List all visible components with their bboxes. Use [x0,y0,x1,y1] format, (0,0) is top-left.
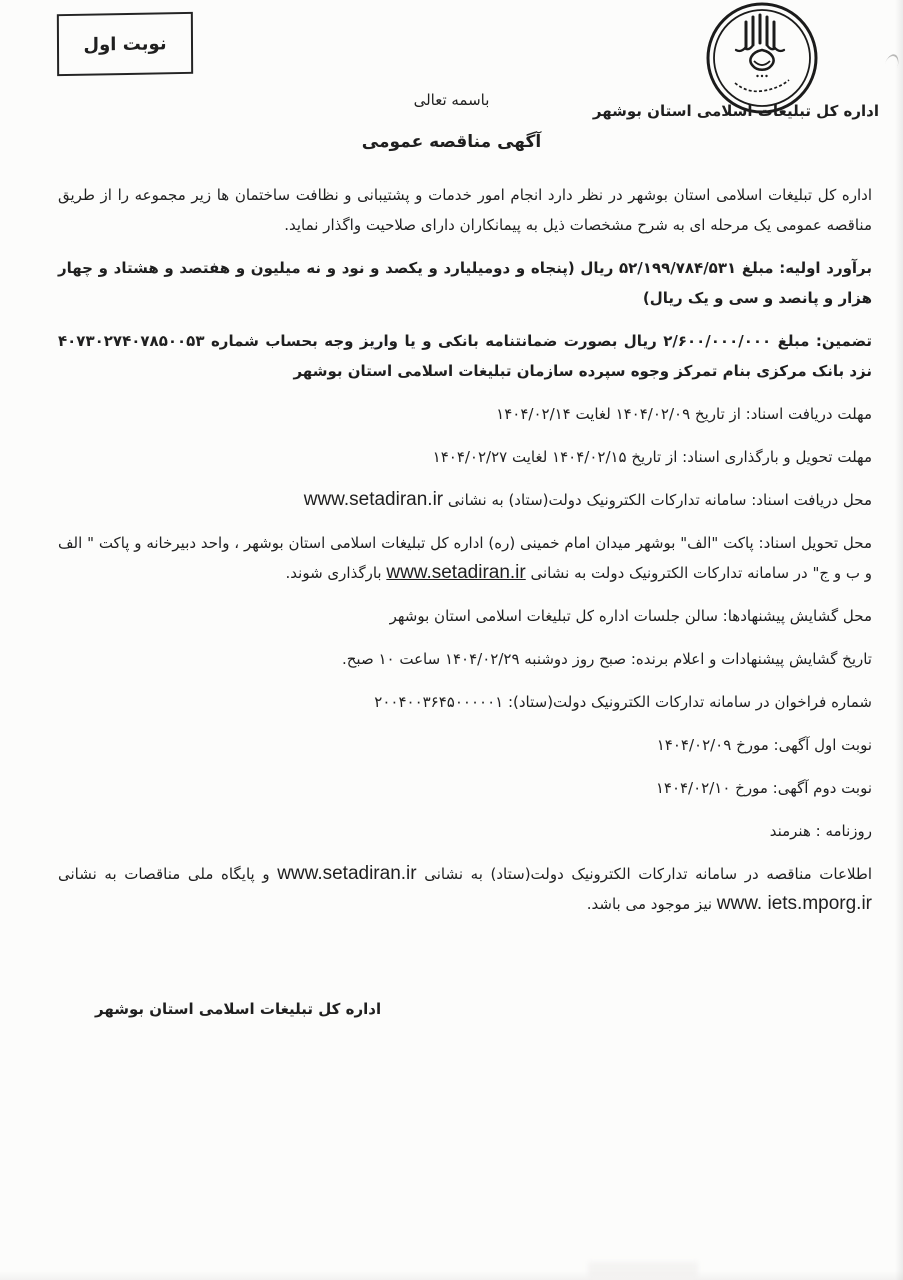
doc-submit-place-text-1: محل تحویل اسناد: پاکت "الف" بوشهر میدان امام خمینی (ره) اداره کل تبلیغات اسلامی استان بوشهر ، واحد دبیرخانه و پاکت " الف و ب و ج" در سامانه تدارکات الکترونیک دولت به نشانی [58,534,872,582]
paragraph-first-publication: نوبت اول آگهی: مورخ ۱۴۰۴/۰۲/۰۹ [656,736,872,754]
bismillah-heading: باسمه تعالی [413,91,490,109]
paragraph-newspaper: روزنامه : هنرمند [769,822,872,840]
setadiran-url: www.setadiran.ir [303,489,444,510]
org-name-header: اداره کل تبلیغات اسلامی استان بوشهر [592,102,879,120]
scan-artifact-smudge [588,1262,698,1276]
paragraph-doc-submit-deadline: مهلت تحویل و بارگذاری اسناد: از تاریخ ۱۴۰۴/۰۲/۱۵ لغایت ۱۴۰۴/۰۲/۲۷ [432,448,872,466]
document-body [58,180,872,932]
setadiran-url-underlined: www.setadiran.ir [386,562,526,583]
info-text-1: اطلاعات مناقصه در سامانه تدارکات الکترونیک دولت(ستاد) به نشانی [416,865,872,883]
paragraph-initial-estimate: برآورد اولیه: مبلغ ۵۲/۱۹۹/۷۸۴/۵۳۱ ریال (پنجاه و دومیلیارد و یکصد و نود و نه میلیون و هفتصد و هشتاد و چهار هزار و پانصد و سی و یک ریال) [58,259,873,307]
paragraph-call-number: شماره فراخوان در سامانه تدارکات الکترونیک دولت(ستاد): ۲۰۰۴۰۰۳۶۴۵۰۰۰۰۰۱ [374,693,872,711]
signature-org-name: اداره کل تبلیغات اسلامی استان بوشهر [95,1000,382,1018]
doc-submit-place-text-2: بارگذاری شوند. [285,564,387,582]
info-text-3: نیز موجود می باشد. [586,895,717,913]
paragraph-guarantee: تضمین: مبلغ ۲/۶۰۰/۰۰۰/۰۰۰ ریال بصورت ضمانتنامه بانکی و یا واریز وجه بحساب شماره ۴۰۷۳۰۲۷۴۰۷۸۵۰۰۵۳ نزد بانک مرکزی بنام تمرکز وجوه سپرده سازمان تبلیغات اسلامی استان بوشهر [58,332,872,380]
doc-receive-place-text: محل دریافت اسناد: سامانه تدارکات الکترونیک دولت(ستاد) به نشانی [443,491,872,509]
paragraph-info [58,859,872,919]
paragraph-doc-receive-place [58,485,872,515]
paragraph-second-publication: نوبت دوم آگهی: مورخ ۱۴۰۴/۰۲/۱۰ [655,779,872,797]
paragraph-doc-receive-deadline: مهلت دریافت اسناد: از تاریخ ۱۴۰۴/۰۲/۰۹ لغایت ۱۴۰۴/۰۲/۱۴ [496,405,872,423]
paragraph-doc-submit-place [58,528,872,588]
first-turn-stamp-box [57,12,193,76]
scan-edge-shadow-bottom [0,1271,903,1280]
page-title: آگهی مناقصه عمومی [361,132,542,152]
scan-artifact-mark [884,52,901,70]
scan-edge-shadow-right [895,0,903,1280]
info-text-2: و پایگاه ملی مناقصات به نشانی [58,865,278,883]
iets-mporg-url: www. iets.mporg.ir [716,893,872,914]
paragraph-opening-date: تاریخ گشایش پیشنهادات و اعلام برنده: صبح روز دوشنبه ۱۴۰۴/۰۲/۲۹ ساعت ۱۰ صبح. [341,650,872,668]
setadiran-url-2: www.setadiran.ir [277,863,417,884]
paragraph-intro: اداره کل تبلیغات اسلامی استان بوشهر در نظر دارد انجام امور خدمات و پشتیبانی و نظافت ساختمان ها زیر مجموعه را از طریق مناقصه عمومی یک مرحله ای به شرح مشخصات ذیل به پیمانکاران دارای صلاحیت واگذار نماید. [58,186,872,234]
paragraph-opening-place: محل گشایش پیشنهادها: سالن جلسات اداره کل تبلیغات اسلامی استان بوشهر [389,607,872,625]
first-turn-stamp-label: نوبت اول [83,32,167,56]
